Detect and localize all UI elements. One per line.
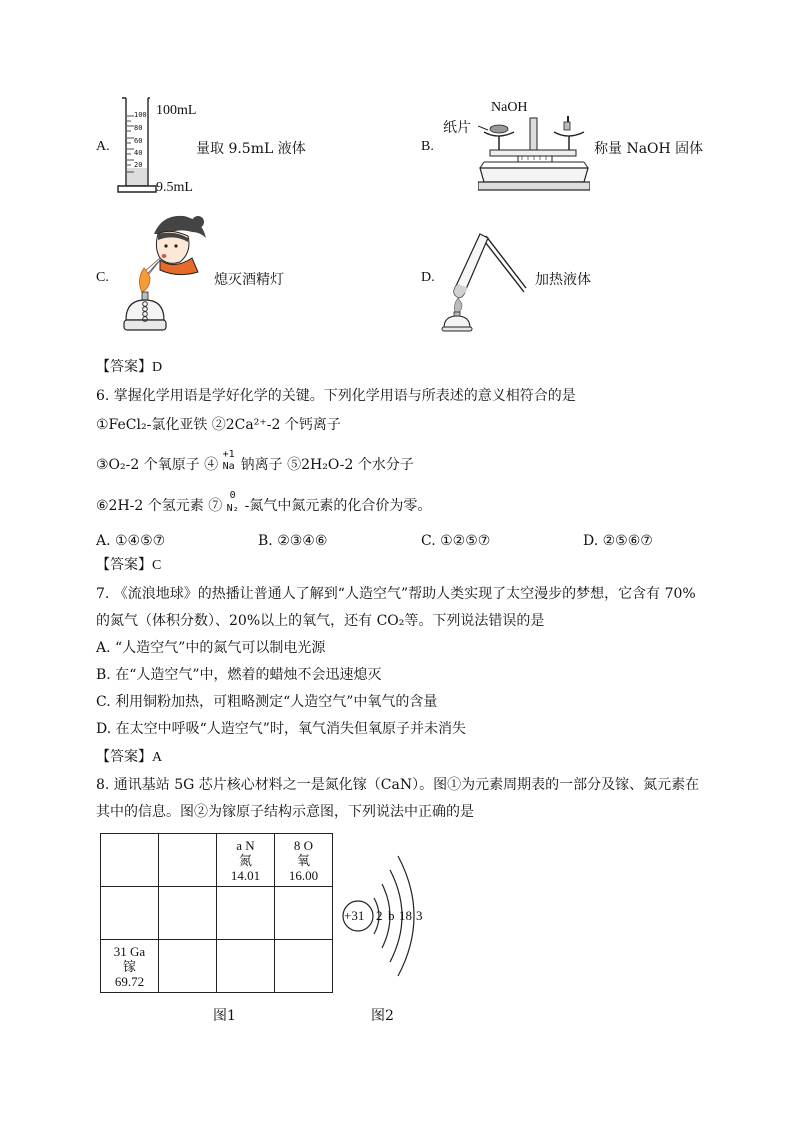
q7-stem-line-2: 的氮气（体积分数）、20%以上的氧气，还有 CO₂等。下列说法错误的是: [96, 613, 545, 629]
q6-line-1: ①FeCl₂-氯化亚铁 ②2Ca²⁺-2 个钙离子: [96, 417, 341, 433]
q6-line-2: [96, 449, 414, 475]
option-c-text: 熄灭酒精灯: [214, 272, 284, 288]
shell-electrons-1: 2: [376, 908, 383, 923]
person-blowing-lamp-icon: [118, 208, 214, 348]
q6-line-2-part-b: 钠离子 ⑤2H₂O-2 个水分子: [240, 457, 414, 473]
answer-value: C: [152, 558, 162, 573]
paper-label: 纸片: [443, 120, 471, 136]
answer-tag: 【答案】: [96, 359, 152, 375]
table-cell-empty: [217, 887, 275, 940]
nitrogen-symbol: N₂: [226, 503, 239, 514]
q6-line-2-part-a: ③O₂-2 个氧原子 ④: [96, 457, 219, 473]
q6-choice-a: A. ①④⑤⑦: [96, 533, 166, 549]
option-a-text: 量取 9.5mL 液体: [196, 141, 306, 157]
table-cell-empty: [159, 887, 217, 940]
option-b-text: 称量 NaOH 固体: [594, 141, 704, 157]
q6-line-3-part-a: ⑥2H-2 个氢元素 ⑦: [96, 498, 223, 514]
option-c-letter: C.: [96, 270, 109, 285]
table-cell-empty: [275, 940, 333, 993]
table-cell-empty: [101, 834, 159, 887]
balance-icon: [478, 112, 590, 194]
cylinder-scale-40: 40: [134, 149, 143, 157]
cylinder-bottom-label: 9.5mL: [156, 180, 193, 195]
cylinder-scale-60: 60: [134, 137, 143, 145]
q8-stem-line-1: 8. 通讯基站 5G 芯片核心材料之一是氮化镓（CaN）。图①为元素周期表的一部分及镓、氮元素在: [96, 777, 700, 793]
q6-line-3: [96, 490, 432, 516]
option-d-text: 加热液体: [535, 272, 591, 288]
q6-answer: [96, 555, 161, 576]
q8-stem-line-2: 其中的信息。图②为镓原子结构示意图，下列说法中正确的是: [96, 804, 474, 820]
oxygen-name: 氧: [296, 852, 310, 868]
q7-choice-a: A. “人造空气”中的氮气可以制电光源: [96, 640, 326, 656]
naoh-label: NaOH: [491, 100, 528, 115]
q6-choice-c: C. ①②⑤⑦: [421, 533, 491, 549]
cylinder-top-label: 100mL: [156, 103, 197, 118]
cylinder-scale-80: 80: [134, 124, 143, 132]
table-cell-empty: [159, 834, 217, 887]
shell-electrons-4: 3: [416, 908, 423, 923]
q6-line-3-part-b: -氮气中氮元素的化合价为零。: [244, 498, 432, 514]
q7-choice-b: B. 在“人造空气”中，燃着的蜡烛不会迅速熄灭: [96, 667, 382, 683]
nitrogen-mass: 14.01: [230, 867, 261, 883]
q6-choice-b: B. ②③④⑥: [258, 533, 328, 549]
nitrogen-valence-notation: [226, 490, 245, 516]
element-cell-oxygen: [275, 834, 333, 887]
answer-value: A: [152, 750, 163, 765]
option-a-letter: A.: [96, 139, 110, 154]
figure-2-caption: 图2: [371, 1008, 394, 1024]
figure-1-caption: 图1: [213, 1008, 236, 1024]
shell-electrons-2: b: [388, 908, 395, 923]
periodic-table-fragment: [100, 833, 333, 993]
table-cell-empty: [275, 887, 333, 940]
answer-tag: 【答案】: [96, 749, 152, 765]
shell-electrons-3: 18: [399, 908, 412, 923]
nitrogen-name: 氮: [238, 852, 252, 868]
nitrogen-valence: 0: [229, 490, 236, 501]
table-cell-empty: [217, 940, 275, 993]
heating-test-tube-icon: [440, 232, 530, 332]
cylinder-scale-20: 20: [134, 161, 143, 169]
table-cell-empty: [101, 887, 159, 940]
nucleus-charge: +31: [344, 908, 365, 923]
gallium-mass: 69.72: [114, 973, 145, 989]
answer-tag: 【答案】: [96, 557, 152, 573]
cylinder-scale-100: 100: [134, 111, 147, 119]
sodium-symbol: Na: [222, 461, 235, 472]
q6-stem: 6. 掌握化学用语是学好化学的关键。下列化学用语与所表述的意义相符合的是: [96, 388, 576, 404]
gallium-name: 镓: [122, 958, 136, 974]
q7-stem-line-1: 7. 《流浪地球》的热播让普通人了解到“人造空气”帮助人类实现了太空漫步的梦想，它含有 70%: [96, 586, 696, 602]
q7-choice-d: D. 在太空中呼吸“人造空气”时，氧气消失但氧原子并未消失: [96, 721, 466, 737]
nitrogen-number-symbol: a N: [236, 837, 255, 853]
oxygen-mass: 16.00: [288, 867, 319, 883]
option-b-letter: B.: [421, 139, 434, 154]
oxygen-number-symbol: 8 O: [293, 837, 314, 853]
q6-choice-d: D. ②⑤⑥⑦: [583, 533, 653, 549]
sodium-ion-notation: [222, 449, 241, 475]
q5-answer: [96, 357, 162, 378]
answer-value: D: [152, 360, 163, 375]
sodium-charge: +1: [222, 449, 235, 460]
q7-answer: [96, 747, 162, 768]
q7-choice-c: C. 利用铜粉加热，可粗略测定“人造空气”中氧气的含量: [96, 694, 438, 710]
option-d-letter: D.: [421, 270, 435, 285]
element-cell-gallium: [101, 940, 159, 993]
gallium-number-symbol: 31 Ga: [113, 943, 146, 959]
table-cell-empty: [159, 940, 217, 993]
element-cell-nitrogen: [217, 834, 275, 887]
